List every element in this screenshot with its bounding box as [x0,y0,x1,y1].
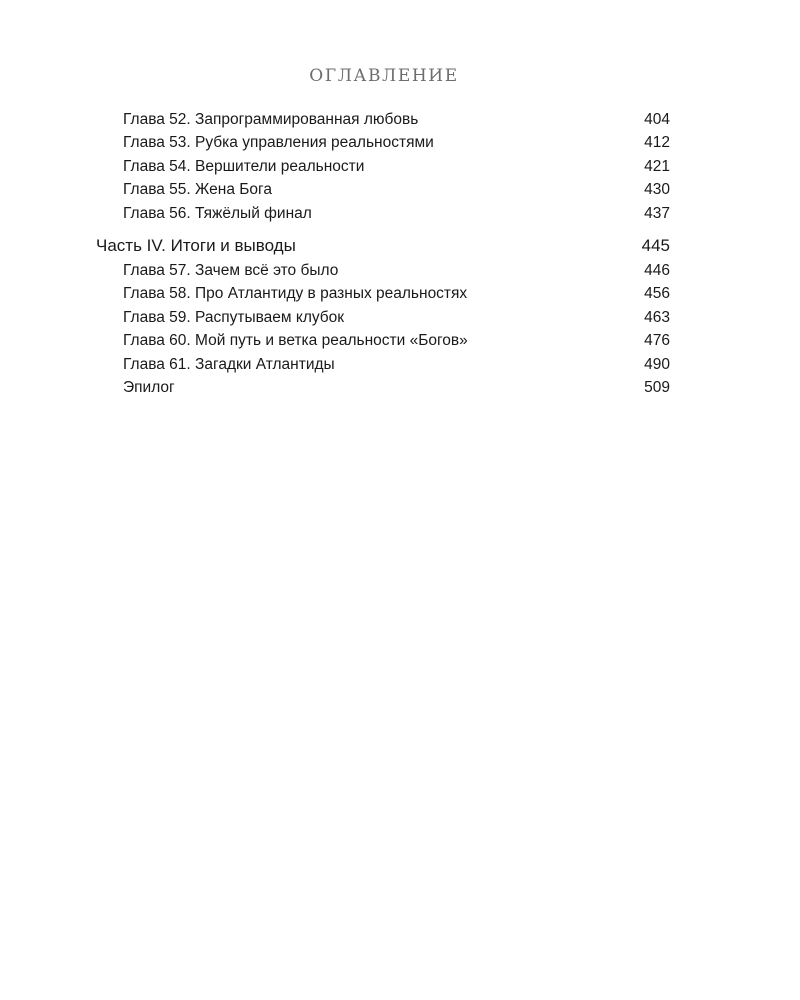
toc-entry-title: Глава 57. Зачем всё это было [123,261,339,279]
toc-entry-page: 446 [644,261,670,279]
toc-entry-page: 456 [644,285,670,303]
toc-entry [96,178,670,201]
toc-entry-page: 421 [644,157,670,175]
table-of-contents [96,108,670,399]
toc-entry-title: Глава 54. Вершители реальности [123,157,365,175]
toc-part-title: Часть IV. Итоги и выводы [96,235,296,255]
toc-entry [96,282,670,305]
toc-entry-title: Глава 61. Загадки Атлантиды [123,355,335,373]
toc-entry-page: 430 [644,181,670,199]
toc-entry [96,353,670,376]
toc-entry [96,306,670,329]
toc-entry [96,376,670,399]
toc-entry-title: Глава 55. Жена Бога [123,181,272,199]
toc-entry [96,259,670,282]
toc-entry-title: Глава 59. Распутываем клубок [123,308,345,326]
toc-entry-page: 490 [644,355,670,373]
toc-entry-page: 463 [644,308,670,326]
toc-entry-page: 509 [644,378,670,396]
toc-entry [96,202,670,225]
toc-entry-title: Глава 60. Мой путь и ветка реальности «Богов» [123,332,468,350]
toc-part-page: 445 [641,235,670,255]
toc-entry-page: 404 [644,111,670,128]
toc-entry-title: Глава 52. Запрограммированная любовь [123,111,419,128]
toc-part-heading [96,232,670,259]
toc-entry-page: 437 [644,204,670,222]
toc-entry-title: Глава 56. Тяжёлый финал [123,204,312,222]
toc-entry [96,155,670,178]
toc-entry [96,131,670,154]
toc-entry-title: Глава 53. Рубка управления реальностями [123,134,434,152]
toc-entry-title: Эпилог [123,378,175,396]
page-title: ОГЛАВЛЕНИЕ [309,66,459,86]
toc-entry [96,329,670,352]
toc-entry [96,108,670,131]
toc-entry-page: 412 [644,134,670,152]
toc-entry-page: 476 [644,332,670,350]
toc-entry-title: Глава 58. Про Атлантиду в разных реальностях [123,285,468,303]
